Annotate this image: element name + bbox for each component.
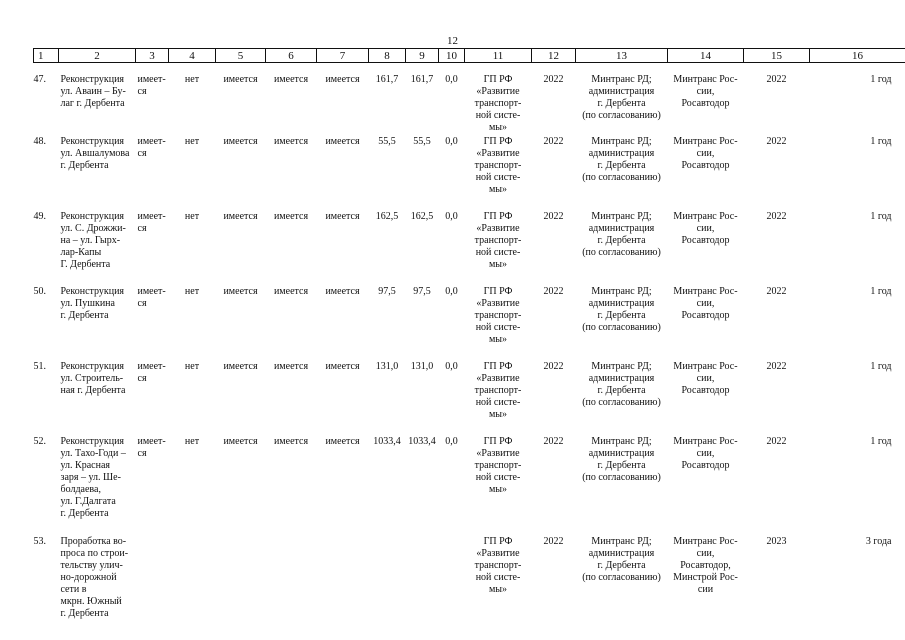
- page-number: 12: [447, 35, 458, 47]
- cell-c3: имеет- ся: [137, 136, 166, 159]
- col-header-3: 3: [136, 49, 169, 63]
- cell-c11: ГП РФ «Развитие транспорт- ной систе- мы»: [474, 436, 522, 495]
- table-row: [34, 211, 905, 286]
- cell-c13: Минтранс РД; администрация г. Дербента (по согласованию): [582, 436, 661, 483]
- cell-c14: Минтранс Рос- сии, Росавтодор: [673, 136, 738, 171]
- cell-c7: имеется: [325, 361, 360, 372]
- cell-num: 47.: [33, 74, 46, 85]
- cell-c16: 1 год: [870, 286, 892, 297]
- cell-c13: Минтранс РД; администрация г. Дербента (по согласованию): [582, 536, 661, 583]
- projects-table: [33, 48, 905, 626]
- cell-c7: имеется: [325, 286, 360, 297]
- cell-c7: имеется: [325, 211, 360, 222]
- cell-c15: 2022: [766, 436, 787, 447]
- cell-c4: [169, 536, 216, 626]
- cell-c13: Минтранс РД; администрация г. Дербента (по согласованию): [582, 361, 661, 408]
- cell-c13: Минтранс РД; администрация г. Дербента (по согласованию): [582, 211, 661, 258]
- table-row: [34, 74, 905, 136]
- cell-c5: имеется: [223, 286, 258, 297]
- cell-c8: 162,5: [375, 211, 399, 222]
- cell-c15: 2022: [766, 361, 787, 372]
- cell-name: Реконструкция ул. Аваин – Бу- лаг г. Дербента: [60, 74, 126, 109]
- cell-c5: имеется: [223, 74, 258, 85]
- cell-c9: 131,0: [410, 361, 434, 372]
- col-header-8: 8: [369, 49, 406, 63]
- cell-c4: нет: [184, 74, 200, 85]
- cell-c12: 2022: [543, 74, 564, 85]
- cell-c8: 131,0: [375, 361, 399, 372]
- cell-c7: имеется: [325, 74, 360, 85]
- cell-c9: 1033,4: [408, 436, 436, 447]
- cell-num: 51.: [33, 361, 46, 372]
- cell-c14: Минтранс Рос- сии, Росавтодор, Минстрой Рос- сии: [673, 536, 738, 595]
- cell-c5: имеется: [223, 436, 258, 447]
- cell-c10: 0,0: [445, 436, 458, 447]
- table-row: [34, 286, 905, 361]
- cell-c14: Минтранс Рос- сии, Росавтодор: [673, 74, 738, 109]
- cell-c3: имеет- ся: [137, 74, 166, 97]
- cell-c14: Минтранс Рос- сии, Росавтодор: [673, 286, 738, 321]
- col-header-11: 11: [465, 49, 532, 63]
- col-header-6: 6: [266, 49, 317, 63]
- cell-c10: 0,0: [445, 136, 458, 147]
- cell-c12: 2022: [543, 536, 564, 547]
- cell-c9: 97,5: [413, 286, 431, 297]
- cell-c14: Минтранс Рос- сии, Росавтодор: [673, 211, 738, 246]
- table-row: [34, 436, 905, 536]
- cell-c14: Минтранс Рос- сии, Росавтодор: [673, 361, 738, 396]
- cell-c11: ГП РФ «Развитие транспорт- ной систе- мы»: [474, 74, 522, 133]
- cell-c5: [216, 536, 266, 626]
- cell-c7: имеется: [325, 136, 360, 147]
- col-header-7: 7: [317, 49, 369, 63]
- cell-c12: 2022: [543, 436, 564, 447]
- col-header-10: 10: [439, 49, 465, 63]
- cell-num: 48.: [33, 136, 46, 147]
- cell-c6: имеется: [273, 436, 309, 447]
- cell-c9: 161,7: [410, 74, 434, 85]
- cell-c6: имеется: [273, 286, 309, 297]
- col-header-4: 4: [169, 49, 216, 63]
- cell-c13: Минтранс РД; администрация г. Дербента (по согласованию): [582, 286, 661, 333]
- cell-c9: 55,5: [413, 136, 431, 147]
- cell-c16: 1 год: [870, 436, 892, 447]
- col-header-15: 15: [744, 49, 810, 63]
- cell-c8: 1033,4: [373, 436, 401, 447]
- cell-c12: 2022: [543, 136, 564, 147]
- cell-c4: нет: [184, 211, 200, 222]
- cell-c10: 0,0: [445, 211, 458, 222]
- cell-num: 50.: [33, 286, 46, 297]
- col-header-2: 2: [59, 49, 136, 63]
- cell-c15: 2022: [766, 136, 787, 147]
- cell-name: Реконструкция ул. Тахо-Годи – ул. Красная заря – ул. Ше- болдаева, ул. Г.Далгата г. Дербента: [60, 436, 126, 519]
- cell-c9: 162,5: [410, 211, 434, 222]
- cell-c8: 97,5: [378, 286, 396, 297]
- cell-c6: [266, 536, 317, 626]
- cell-c4: нет: [184, 136, 200, 147]
- cell-num: 49.: [33, 211, 46, 222]
- cell-c3: [136, 536, 169, 626]
- cell-c11: ГП РФ «Развитие транспорт- ной систе- мы»: [474, 361, 522, 420]
- cell-c3: имеет- ся: [137, 211, 166, 234]
- cell-c3: имеет- ся: [137, 286, 166, 309]
- cell-c11: ГП РФ «Развитие транспорт- ной систе- мы»: [474, 211, 522, 270]
- cell-c10: [439, 536, 465, 626]
- cell-c16: 1 год: [870, 211, 892, 222]
- cell-c5: имеется: [223, 361, 258, 372]
- cell-c5: имеется: [223, 136, 258, 147]
- cell-c5: имеется: [223, 211, 258, 222]
- cell-c6: имеется: [273, 211, 309, 222]
- cell-c7: имеется: [325, 436, 360, 447]
- table-row: [34, 136, 905, 211]
- cell-name: Реконструкция ул. С. Дрожжи- на – ул. Гырх- лар-Капы Г. Дербента: [60, 211, 126, 270]
- col-header-1: 1: [34, 49, 59, 63]
- cell-c8: 55,5: [378, 136, 396, 147]
- cell-c9: [406, 536, 439, 626]
- col-header-12: 12: [532, 49, 576, 63]
- cell-c15: 2022: [766, 211, 787, 222]
- cell-c6: имеется: [273, 361, 309, 372]
- cell-c12: 2022: [543, 211, 564, 222]
- cell-c15: 2022: [766, 286, 787, 297]
- cell-c13: Минтранс РД; администрация г. Дербента (по согласованию): [582, 74, 661, 121]
- cell-name: Реконструкция ул. Строитель- ная г. Дербента: [60, 361, 126, 396]
- cell-c10: 0,0: [445, 74, 458, 85]
- col-header-9: 9: [406, 49, 439, 63]
- cell-num: 52.: [33, 436, 46, 447]
- cell-c10: 0,0: [445, 286, 458, 297]
- cell-c3: имеет- ся: [137, 361, 166, 384]
- cell-name: Реконструкция ул. Пушкина г. Дербента: [60, 286, 125, 321]
- cell-num: 53.: [33, 536, 46, 547]
- cell-c11: ГП РФ «Развитие транспорт- ной систе- мы»: [474, 136, 522, 195]
- cell-name: Реконструкция ул. Авшалумова г. Дербента: [60, 136, 130, 171]
- cell-c6: имеется: [273, 136, 309, 147]
- cell-c8: 161,7: [375, 74, 399, 85]
- cell-c16: 1 год: [870, 136, 892, 147]
- cell-c12: 2022: [543, 361, 564, 372]
- cell-c4: нет: [184, 361, 200, 372]
- col-header-5: 5: [216, 49, 266, 63]
- cell-c16: 1 год: [870, 361, 892, 372]
- cell-c12: 2022: [543, 286, 564, 297]
- cell-c15: 2023: [766, 536, 787, 547]
- table-row: [34, 536, 905, 626]
- col-header-13: 13: [576, 49, 668, 63]
- table-body: [34, 63, 905, 627]
- cell-c3: имеет- ся: [137, 436, 166, 459]
- cell-name: Проработка во- проса по строи- тельству улич- но-дорожной сети в мкрн. Южный г. Дербента: [60, 536, 129, 619]
- cell-c4: нет: [184, 436, 200, 447]
- cell-c16: 3 года: [865, 536, 892, 547]
- cell-c15: 2022: [766, 74, 787, 85]
- cell-c7: [317, 536, 369, 626]
- header-row: [34, 49, 905, 63]
- col-header-14: 14: [668, 49, 744, 63]
- cell-c10: 0,0: [445, 361, 458, 372]
- col-header-16: 16: [810, 49, 905, 63]
- cell-c8: [369, 536, 406, 626]
- cell-c4: нет: [184, 286, 200, 297]
- cell-c6: имеется: [273, 74, 309, 85]
- cell-c13: Минтранс РД; администрация г. Дербента (по согласованию): [582, 136, 661, 183]
- cell-c11: ГП РФ «Развитие транспорт- ной систе- мы»: [474, 286, 522, 345]
- cell-c16: 1 год: [870, 74, 892, 85]
- table-row: [34, 361, 905, 436]
- cell-c14: Минтранс Рос- сии, Росавтодор: [673, 436, 738, 471]
- cell-c11: ГП РФ «Развитие транспорт- ной систе- мы»: [474, 536, 522, 595]
